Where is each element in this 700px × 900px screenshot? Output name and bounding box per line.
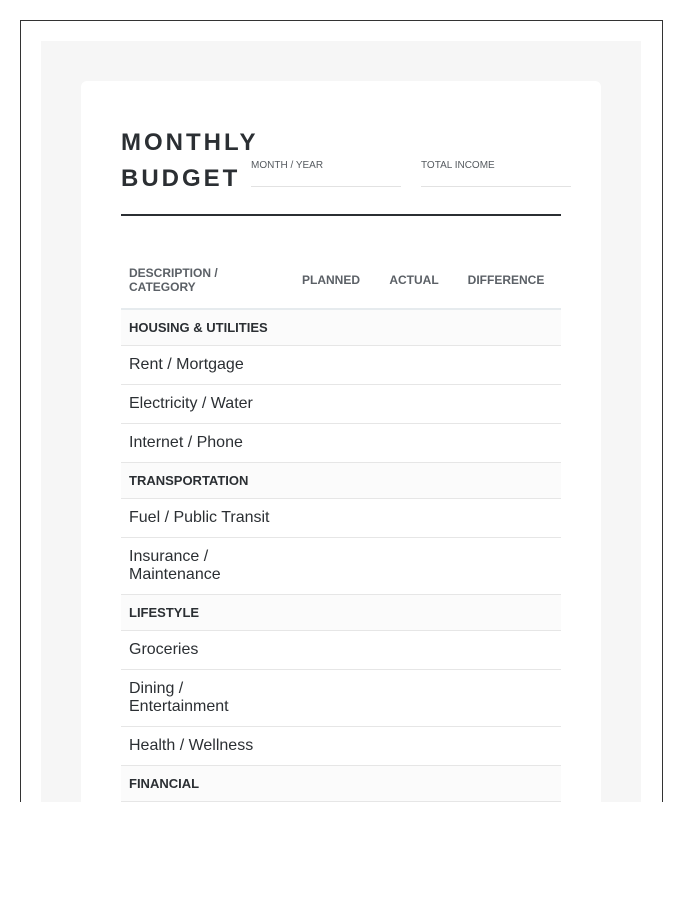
difference-cell[interactable] bbox=[451, 538, 561, 595]
difference-cell[interactable] bbox=[451, 727, 561, 766]
planned-cell[interactable] bbox=[285, 727, 377, 766]
item-label: Rent / Mortgage bbox=[121, 346, 285, 385]
category-row bbox=[121, 309, 561, 346]
category-label: LIFESTYLE bbox=[121, 595, 285, 631]
difference-cell bbox=[451, 766, 561, 802]
table-row bbox=[121, 346, 561, 385]
actual-cell[interactable] bbox=[377, 727, 451, 766]
item-label: Internet / Phone bbox=[121, 424, 285, 463]
planned-cell[interactable] bbox=[285, 631, 377, 670]
actual-cell[interactable] bbox=[377, 538, 451, 595]
category-label: TRANSPORTATION bbox=[121, 463, 285, 499]
table-header-row bbox=[121, 251, 561, 309]
actual-cell[interactable] bbox=[377, 670, 451, 727]
actual-cell[interactable] bbox=[377, 424, 451, 463]
actual-cell bbox=[377, 766, 451, 802]
item-label: Dining / Entertainment bbox=[121, 670, 285, 727]
difference-cell[interactable] bbox=[451, 385, 561, 424]
column-header-difference: DIFFERENCE bbox=[451, 251, 561, 309]
difference-cell[interactable] bbox=[451, 424, 561, 463]
total-income-line bbox=[421, 186, 571, 187]
month-year-label: MONTH / YEAR bbox=[251, 160, 324, 171]
budget-sheet bbox=[81, 81, 601, 802]
item-label: Groceries bbox=[121, 631, 285, 670]
planned-cell[interactable] bbox=[285, 670, 377, 727]
actual-cell[interactable] bbox=[377, 346, 451, 385]
category-row bbox=[121, 463, 561, 499]
actual-cell[interactable] bbox=[377, 499, 451, 538]
month-year-field[interactable] bbox=[251, 159, 401, 187]
category-label: HOUSING & UTILITIES bbox=[121, 309, 285, 346]
title-line-2: BUDGET bbox=[121, 165, 241, 192]
total-income-label: TOTAL INCOME bbox=[421, 160, 495, 171]
column-header-actual: ACTUAL bbox=[377, 251, 451, 309]
difference-cell bbox=[451, 309, 561, 346]
planned-cell bbox=[285, 595, 377, 631]
title-line-1: MONTHLY bbox=[121, 129, 259, 156]
difference-cell[interactable] bbox=[451, 346, 561, 385]
budget-header bbox=[121, 125, 561, 216]
planned-cell bbox=[285, 463, 377, 499]
planned-cell bbox=[285, 309, 377, 346]
planned-cell[interactable] bbox=[285, 499, 377, 538]
document-frame bbox=[20, 20, 663, 802]
month-year-line bbox=[251, 186, 401, 187]
actual-cell[interactable] bbox=[377, 385, 451, 424]
difference-cell[interactable] bbox=[451, 670, 561, 727]
table-row bbox=[121, 424, 561, 463]
table-row bbox=[121, 499, 561, 538]
table-row bbox=[121, 538, 561, 595]
page-title bbox=[121, 125, 258, 197]
difference-cell bbox=[451, 463, 561, 499]
difference-cell[interactable] bbox=[451, 499, 561, 538]
actual-cell bbox=[377, 463, 451, 499]
item-label: Health / Wellness bbox=[121, 727, 285, 766]
category-row bbox=[121, 766, 561, 802]
planned-cell[interactable] bbox=[285, 346, 377, 385]
planned-cell[interactable] bbox=[285, 385, 377, 424]
actual-cell[interactable] bbox=[377, 631, 451, 670]
actual-cell bbox=[377, 595, 451, 631]
column-header-description: DESCRIPTION / CATEGORY bbox=[121, 251, 285, 309]
actual-cell bbox=[377, 309, 451, 346]
difference-cell[interactable] bbox=[451, 631, 561, 670]
category-label: FINANCIAL bbox=[121, 766, 285, 802]
table-row bbox=[121, 727, 561, 766]
planned-cell[interactable] bbox=[285, 424, 377, 463]
planned-cell bbox=[285, 766, 377, 802]
budget-table bbox=[121, 251, 561, 802]
table-row bbox=[121, 385, 561, 424]
table-row bbox=[121, 670, 561, 727]
page-background bbox=[41, 41, 641, 802]
difference-cell bbox=[451, 595, 561, 631]
item-label: Insurance / Maintenance bbox=[121, 538, 285, 595]
column-header-planned: PLANNED bbox=[285, 251, 377, 309]
category-row bbox=[121, 595, 561, 631]
item-label: Electricity / Water bbox=[121, 385, 285, 424]
planned-cell[interactable] bbox=[285, 538, 377, 595]
item-label: Fuel / Public Transit bbox=[121, 499, 285, 538]
table-row bbox=[121, 631, 561, 670]
total-income-field[interactable] bbox=[421, 159, 571, 187]
